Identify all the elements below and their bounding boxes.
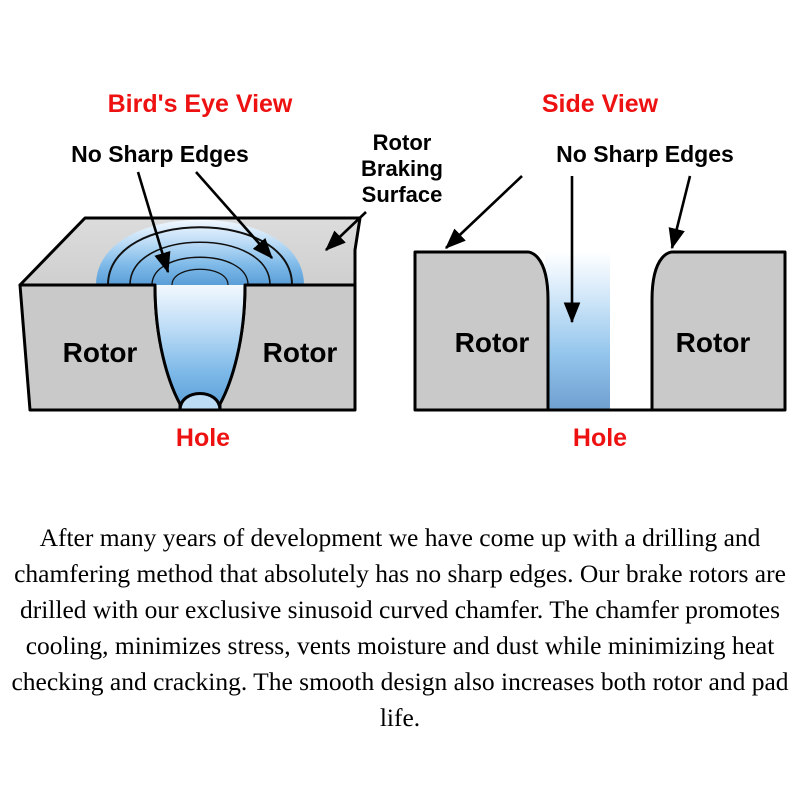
description-paragraph: After many years of development we have come up with a drilling and chamfering method that absolutely has no sharp edges. Our brake rotors are drilled with our exclusive sinusoid curved chamfer. The chamfer promotes cooling, minimizes stress, vents moisture and dust while minimizing heat checking and cracking. The smooth design also increases both rotor and pad life.: [11, 523, 789, 732]
arrow-right-outer-right: [672, 176, 690, 248]
hole-channel-right: [545, 252, 610, 410]
right-panel-title: Side View: [541, 90, 659, 118]
rotor-braking-surface-line2: Braking: [361, 156, 443, 181]
left-panel-title: Bird's Eye View: [107, 90, 293, 118]
side-rotor-right-label: Rotor: [675, 327, 751, 358]
left-rotor-right-label: Rotor: [262, 337, 338, 368]
right-hole-label: Hole: [572, 424, 628, 452]
left-no-sharp-edges-label: No Sharp Edges: [71, 141, 249, 167]
left-hole-label: Hole: [175, 424, 231, 452]
side-rotor-left-label: Rotor: [454, 327, 530, 358]
left-rotor-label: Rotor: [62, 337, 138, 368]
rotor-braking-surface-line1: Rotor: [372, 130, 432, 155]
arrow-right-outer-left: [446, 176, 522, 248]
right-no-sharp-edges-label: No Sharp Edges: [556, 141, 734, 167]
rotor-braking-surface-line3: Surface: [361, 182, 443, 207]
right-panel-group: [415, 90, 785, 452]
hole-cap-left: [180, 394, 220, 411]
left-panel-group: [20, 90, 443, 452]
